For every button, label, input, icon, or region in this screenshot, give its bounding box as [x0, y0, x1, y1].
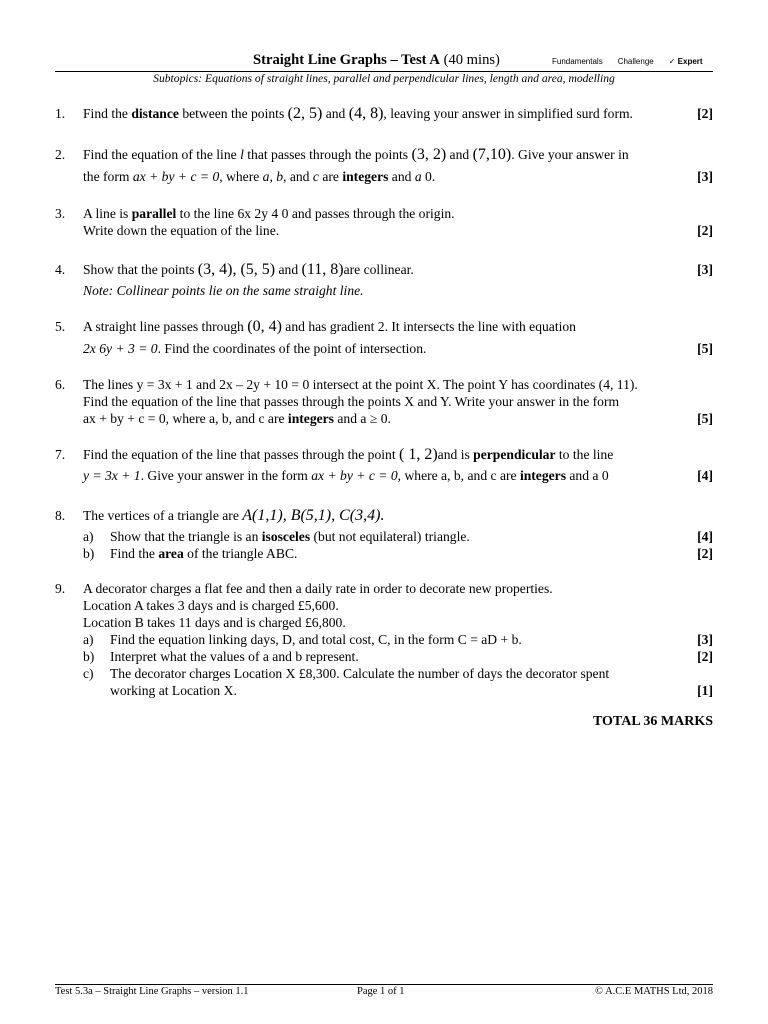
question-number: 6. — [55, 377, 66, 392]
footer-left: Test 5.3a – Straight Line Graphs – version 1.1 — [55, 986, 249, 997]
marks: [1] — [697, 683, 713, 698]
question-text-cont: 2x 6y + 3 = 0. Find the coordinates of the point of intersection. — [83, 341, 427, 356]
marks: [2] — [697, 546, 713, 561]
question-text-cont: Location B takes 11 days and is charged £6,800. — [83, 615, 346, 630]
question-number: 9. — [55, 581, 66, 596]
title-time: (40 mins) — [443, 52, 500, 68]
question-1 — [55, 105, 713, 122]
level-expert-selected: ✓ Expert — [668, 57, 703, 66]
part-text: Find the equation linking days, D, and total cost, C, in the form C = aD + b. — [110, 632, 522, 647]
question-number: 4. — [55, 262, 66, 277]
difficulty-levels — [552, 57, 703, 66]
marks: [2] — [697, 106, 713, 121]
question-text: The vertices of a triangle are A(1,1), B(5,1), C(3,4). — [83, 507, 385, 524]
question-9 — [55, 580, 713, 699]
copyright: © A.C.E MATHS Ltd, 2018 — [595, 986, 713, 997]
question-8 — [55, 507, 713, 562]
question-text: The lines y = 3x + 1 and 2x – 2y + 10 = 0 intersect at the point X. The point Y has coordinates (4, 11). — [83, 377, 638, 392]
total-marks: TOTAL 36 MARKS — [592, 714, 713, 729]
marks: [2] — [697, 223, 713, 238]
part-label: a) — [83, 632, 94, 647]
question-number: 7. — [55, 447, 66, 462]
part-label: a) — [83, 529, 94, 544]
part-text: Find the area of the triangle ABC. — [110, 546, 298, 561]
footer-rule — [55, 984, 713, 985]
subtopics: Subtopics: Equations of straight lines, parallel and perpendicular lines, length and area, modelling — [153, 72, 615, 85]
question-number: 1. — [55, 106, 66, 121]
part-label: b) — [83, 649, 95, 664]
question-text: Find the equation of the line that passes through the point ( 1, 2)and is perpendicular to the line — [83, 446, 614, 463]
question-4 — [55, 261, 713, 299]
question-number: 2. — [55, 147, 66, 162]
level-fundamentals: Fundamentals — [552, 57, 603, 66]
part-text: Interpret what the values of a and b represent. — [110, 649, 359, 664]
question-3 — [55, 205, 713, 239]
marks: [4] — [697, 468, 713, 483]
marks: [5] — [697, 341, 713, 356]
question-5 — [55, 318, 713, 357]
question-text-cont: ax + by + c = 0, where a, b, and c are integers and a ≥ 0. — [83, 411, 391, 426]
page-number: Page 1 of 1 — [357, 986, 405, 997]
level-challenge: Challenge — [617, 57, 654, 66]
page-title — [253, 52, 500, 69]
question-7 — [55, 446, 713, 484]
marks: [4] — [697, 529, 713, 544]
question-6 — [55, 376, 713, 427]
question-text-cont: the form ax + by + c = 0, where a, b, and c are integers and a 0. — [83, 169, 436, 184]
question-text: A straight line passes through (0, 4) and has gradient 2. It intersects the line with equation — [83, 318, 576, 335]
marks: [2] — [697, 649, 713, 664]
marks: [3] — [697, 169, 713, 184]
question-text-cont: Find the equation of the line that passes through the points X and Y. Write your answer in the form — [83, 394, 620, 409]
part-text: The decorator charges Location X £8,300. Calculate the number of days the decorator spent — [110, 666, 610, 681]
question-text: Show that the points (3, 4), (5, 5) and (11, 8)are collinear. — [83, 261, 414, 278]
question-2 — [55, 146, 713, 185]
question-number: 8. — [55, 508, 66, 523]
marks: [5] — [697, 411, 713, 426]
question-text-cont: Write down the equation of the line. — [83, 223, 280, 238]
question-text: Find the distance between the points (2, 5) and (4, 8), leaving your answer in simplified surd form. — [83, 105, 633, 122]
marks: [3] — [697, 262, 713, 277]
question-number: 3. — [55, 206, 66, 221]
question-number: 5. — [55, 319, 66, 334]
question-text: Find the equation of the line l that passes through the points (3, 2) and (7,10). Give your answer in — [83, 146, 629, 163]
question-text-cont: Location A takes 3 days and is charged £5,600. — [83, 598, 339, 613]
title-main: Straight Line Graphs – Test A — [253, 52, 440, 68]
marks: [3] — [697, 632, 713, 647]
question-note: Note: Collinear points lie on the same straight line. — [83, 283, 364, 298]
part-text-cont: working at Location X. — [110, 683, 237, 698]
part-label: b) — [83, 546, 95, 561]
part-text: Show that the triangle is an isosceles (but not equilateral) triangle. — [110, 529, 470, 544]
question-text-cont: y = 3x + 1. Give your answer in the form ax + by + c = 0, where a, b, and c are integers and a 0 — [83, 468, 609, 483]
question-text: A decorator charges a flat fee and then a daily rate in order to decorate new properties. — [83, 581, 553, 596]
part-label: c) — [83, 666, 94, 681]
question-text: A line is parallel to the line 6x 2y 4 0 and passes through the origin. — [83, 206, 455, 221]
